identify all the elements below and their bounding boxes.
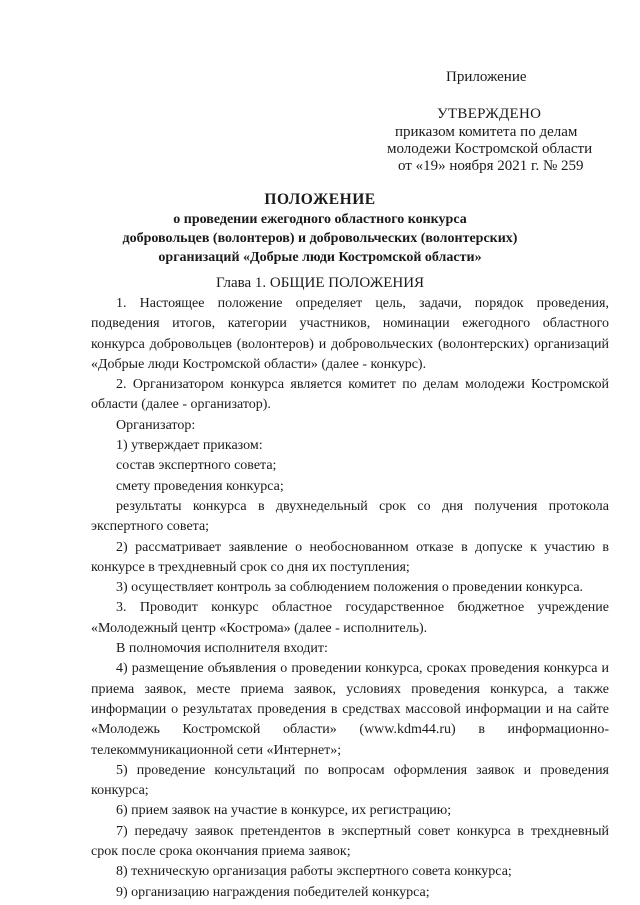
document-subtitle-line-1: о проведении ежегодного областного конкурса xyxy=(173,212,467,227)
paragraph: В полномочия исполнителя входит: xyxy=(116,641,328,657)
chapter-heading: Глава 1. ОБЩИЕ ПОЛОЖЕНИЯ xyxy=(215,275,425,291)
paragraph: 3. Проводит конкурс областное государственное бюджетное учреждение «Молодежный центр «Кострома» (далее - исполнитель). xyxy=(91,600,609,636)
paragraph: 7) передачу заявок претендентов в экспертный совет конкурса в трехдневный срок после срока окончания приема заявок; xyxy=(91,823,609,860)
paragraph: 3) осуществляет контроль за соблюдением положения о проведении конкурса. xyxy=(116,580,584,596)
paragraph: 8) техническую организация работы экспертного совета конкурса; xyxy=(116,864,512,880)
paragraph: 1) утверждает приказом: xyxy=(116,438,263,454)
paragraph: 2) рассматривает заявление о необоснованном отказе в допуске к участию в конкурсе в трехдневный срок со дня их поступления; xyxy=(91,539,609,575)
document-subtitle-line-2: добровольцев (волонтеров) и добровольческих (волонтерских) xyxy=(122,231,518,246)
paragraph: 4) размещение объявления о проведении конкурса, сроках проведения конкурса и приема заявок, месте приема заявок, условиях проведения конкурса, а также информации о результатах проведения в средствах массовой информации и на сайте «Молодежь Костромской области» (www.kdm44.ru) в информационно-телекоммуникационной сети «Интернет»; xyxy=(91,661,609,758)
approved-stamp-text: УТВЕРЖДЕНО xyxy=(437,106,542,122)
document-title-block xyxy=(90,190,550,267)
order-line-2: молодежи Костромской области xyxy=(387,141,593,157)
document-body xyxy=(91,294,609,903)
document-subtitle-line-3: организаций «Добрые люди Костромской области» xyxy=(158,250,482,265)
paragraph: 6) прием заявок на участие в конкурсе, их регистрацию; xyxy=(116,803,452,819)
paragraph: состав экспертного совета; xyxy=(116,458,277,474)
paragraph: смету проведения конкурса; xyxy=(116,478,284,494)
paragraph: результаты конкурса в двухнедельный срок со дня получения протокола экспертного совета; xyxy=(91,498,609,535)
order-line-3: от «19» ноября 2021 г. № 259 xyxy=(398,158,584,174)
document-title: ПОЛОЖЕНИЕ xyxy=(264,191,376,208)
paragraph: 5) проведение консультаций по вопросам оформления заявок и проведения конкурса; xyxy=(91,762,609,799)
paragraph: 2. Организатором конкурса является комитет по делам молодежи Костромской области (далее - организатор). xyxy=(91,377,609,413)
paragraph: Организатор: xyxy=(116,417,196,433)
paragraph: 9) организацию награждения победителей конкурса; xyxy=(116,884,430,900)
appendix-label: Приложение xyxy=(446,69,527,85)
paragraph: 1. Настоящее положение определяет цель, задачи, порядок проведения, подведения итогов, категории участников, номинации ежегодного областного конкурса добровольцев (волонтеров) и добровольческих (волонтерских) организаций «Добрые люди Костромской области» (далее - конкурс). xyxy=(91,296,609,372)
order-line-1: приказом комитета по делам xyxy=(395,124,578,140)
